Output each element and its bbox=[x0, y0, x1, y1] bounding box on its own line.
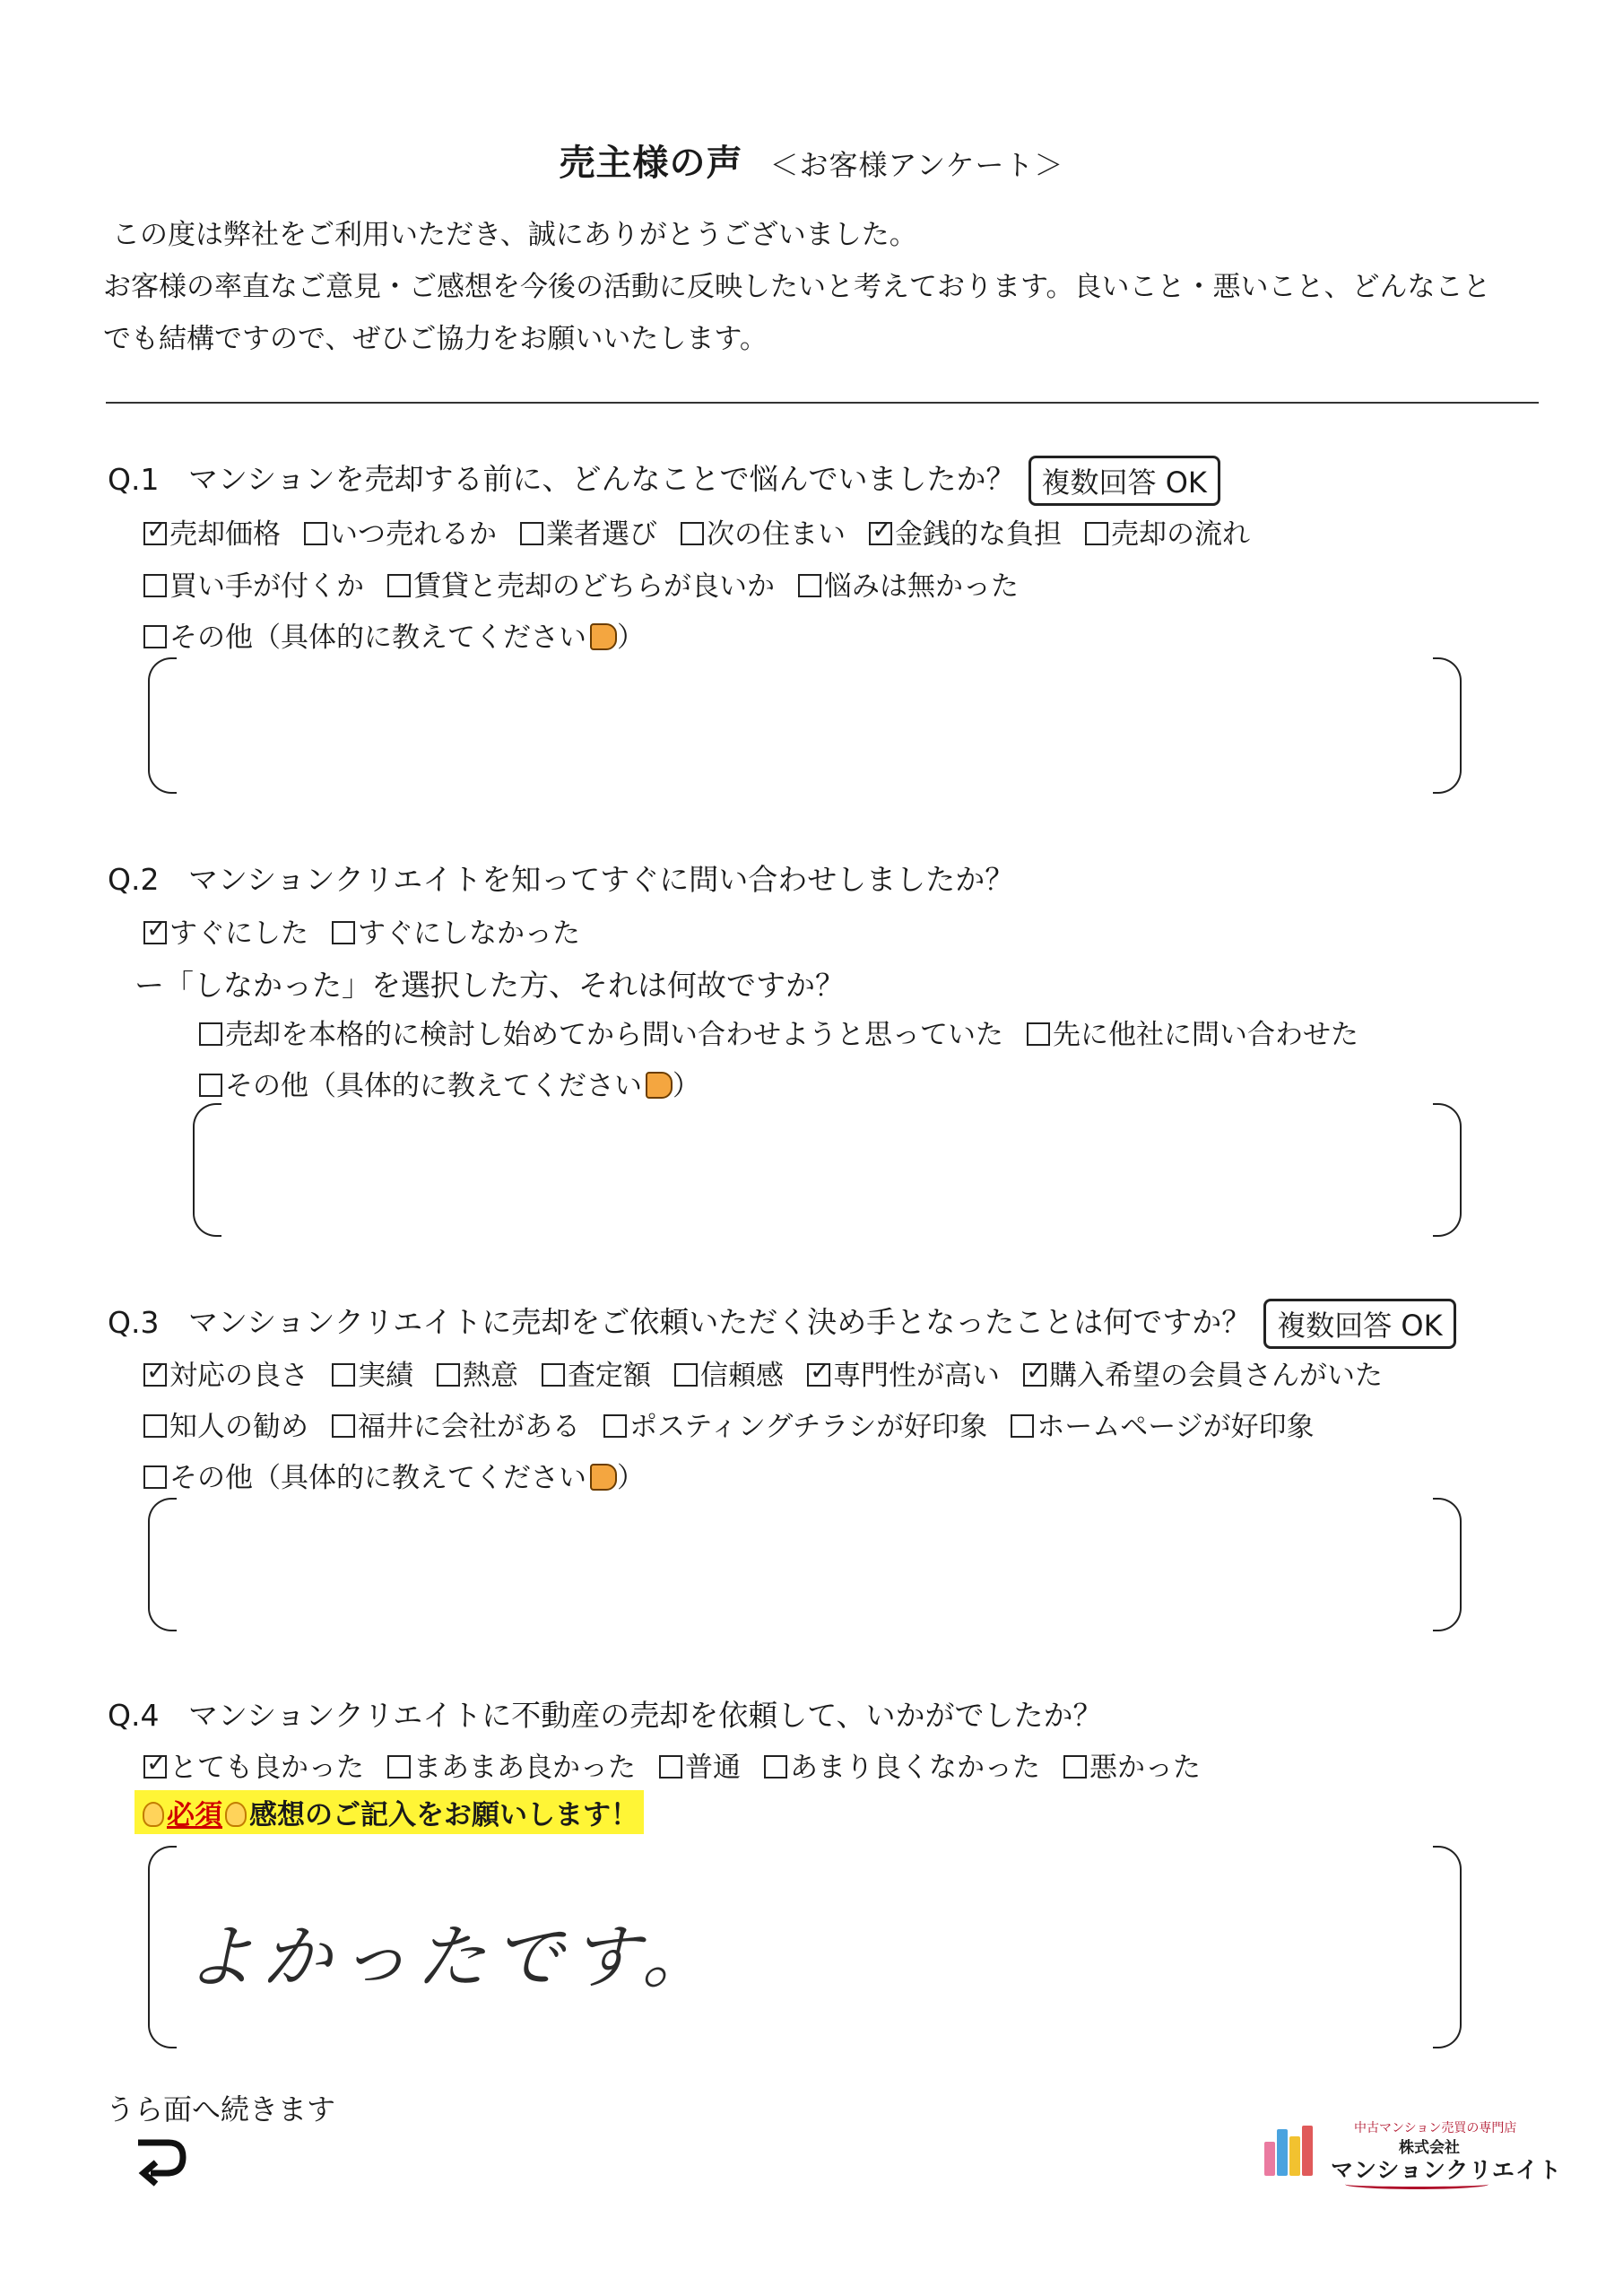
checkbox[interactable] bbox=[1023, 1363, 1046, 1387]
q3-option[interactable]: ✓ 専門性が高い bbox=[807, 1360, 1000, 1392]
q3-option[interactable]: 信頼感 bbox=[674, 1360, 784, 1392]
q2-question bbox=[108, 857, 1014, 899]
q2-other-option[interactable]: その他（具体的に教えてください ） bbox=[199, 1063, 700, 1103]
q2-answer-field[interactable] bbox=[224, 1105, 1426, 1232]
q4-text: マンションクリエイトに不動産の売却を依頼して、いかがでしたか？ bbox=[188, 1698, 1103, 1733]
handwritten-answer: よかったです。 bbox=[185, 1918, 719, 1998]
q3-option[interactable]: ポスティングチラシが好印象 bbox=[603, 1411, 987, 1443]
q3-text: マンションクリエイトに売却をご依頼いただく決め手となったことは何ですか？ bbox=[188, 1304, 1252, 1340]
checkbox[interactable] bbox=[143, 1465, 167, 1489]
q1-option[interactable]: 賃貸と売却のどちらが良いか bbox=[387, 570, 775, 603]
q1-answer-box-left-bracket bbox=[148, 657, 177, 794]
q3-question bbox=[108, 1299, 1456, 1349]
checkbox[interactable] bbox=[764, 1755, 787, 1779]
q4-option[interactable]: あまり良くなかった bbox=[764, 1752, 1040, 1784]
intro-text bbox=[103, 209, 1491, 365]
checkbox[interactable] bbox=[681, 522, 704, 545]
lightbulb-icon bbox=[143, 1802, 164, 1827]
checkbox[interactable] bbox=[520, 522, 543, 545]
q3-option[interactable]: ホームページが好印象 bbox=[1011, 1411, 1314, 1443]
q3-option[interactable]: 福井に会社がある bbox=[332, 1411, 580, 1443]
q4-number: Q.4 bbox=[108, 1698, 160, 1733]
pointing-finger-icon bbox=[590, 1464, 617, 1491]
q1-multi-answer-badge: 複数回答 OK bbox=[1028, 456, 1220, 506]
checkbox[interactable] bbox=[143, 921, 167, 944]
q3-option[interactable]: 熱意 bbox=[437, 1360, 518, 1392]
continue-note: うら面へ続きます bbox=[106, 2092, 336, 2126]
intro-line-2: お客様の率直なご意見・ご感想を今後の活動に反映したいと考えております。良いこと・悪いこと、どんなこと bbox=[103, 271, 1491, 303]
q1-option[interactable]: ✓ 金銭的な負担 bbox=[869, 518, 1062, 551]
pointing-finger-icon bbox=[646, 1072, 673, 1099]
q2-answer-box-left-bracket bbox=[193, 1103, 221, 1237]
q2-option[interactable]: 先に他社に問い合わせた bbox=[1027, 1019, 1358, 1051]
checkbox[interactable] bbox=[798, 574, 821, 597]
required-text: 感想のご記入をお願いします！ bbox=[249, 1799, 638, 1831]
q3-options-row-1 bbox=[143, 1352, 1406, 1393]
checkbox[interactable] bbox=[1011, 1414, 1034, 1438]
checkbox[interactable] bbox=[1027, 1022, 1050, 1046]
q1-option[interactable]: 買い手が付くか bbox=[143, 570, 364, 603]
checkbox[interactable] bbox=[143, 522, 167, 545]
q4-option[interactable]: まあまあ良かった bbox=[387, 1752, 636, 1784]
q2-number: Q.2 bbox=[108, 862, 160, 897]
q3-answer-box-left-bracket bbox=[148, 1498, 177, 1631]
q4-answer-field[interactable] bbox=[179, 1848, 1426, 2043]
q1-option[interactable]: いつ売れるか bbox=[304, 518, 497, 551]
q3-number: Q.3 bbox=[108, 1304, 160, 1340]
q1-options-row-2 bbox=[143, 563, 1042, 604]
checkbox[interactable] bbox=[387, 574, 411, 597]
q3-option[interactable]: ✓ 購入希望の会員さんがいた bbox=[1023, 1360, 1383, 1392]
q1-option[interactable]: ✓売却価格 bbox=[143, 518, 281, 551]
checkbox[interactable] bbox=[332, 1363, 355, 1387]
q3-option[interactable]: 実績 bbox=[332, 1360, 413, 1392]
checkbox[interactable] bbox=[332, 921, 355, 944]
q1-answer-box-right-bracket bbox=[1433, 657, 1462, 794]
checkbox[interactable] bbox=[143, 1363, 167, 1387]
logo-swoosh bbox=[1345, 2179, 1488, 2189]
logo-tagline: 中古マンション売買の専門店 bbox=[1354, 2121, 1517, 2135]
survey-title: 売主様の声 bbox=[559, 143, 743, 184]
logo-name: マンションクリエイト bbox=[1331, 2157, 1562, 2183]
checkbox[interactable] bbox=[143, 625, 167, 648]
logo-corp: 株式会社 bbox=[1399, 2139, 1460, 2157]
q1-other-option[interactable]: その他（具体的に教えてください ） bbox=[143, 614, 645, 655]
q4-answer-box-right-bracket bbox=[1433, 1846, 1462, 2048]
required-notice bbox=[135, 1790, 644, 1834]
q4-question bbox=[108, 1692, 1103, 1735]
q3-option[interactable]: 知人の勧め bbox=[143, 1411, 308, 1443]
q1-option[interactable]: 業者選び bbox=[520, 518, 657, 551]
q3-option[interactable]: ✓対応の良さ bbox=[143, 1360, 308, 1392]
q2-text: マンションクリエイトを知ってすぐに問い合わせしましたか？ bbox=[188, 862, 1015, 897]
required-mark: 必須 bbox=[167, 1799, 222, 1831]
checkbox[interactable] bbox=[807, 1363, 830, 1387]
pointing-finger-icon bbox=[590, 623, 617, 650]
lightbulb-icon bbox=[225, 1802, 247, 1827]
q2-option[interactable]: 売却を本格的に検討し始めてから問い合わせようと思っていた bbox=[199, 1019, 1003, 1051]
q3-answer-box-right-bracket bbox=[1433, 1498, 1462, 1631]
q1-options-row-1 bbox=[143, 511, 1273, 552]
q1-option[interactable]: 次の住まい bbox=[681, 518, 846, 551]
survey-subtitle: ＜お客様アンケート＞ bbox=[769, 148, 1064, 182]
q3-answer-field[interactable] bbox=[179, 1500, 1426, 1627]
q2-answer-box-right-bracket bbox=[1433, 1103, 1462, 1237]
divider bbox=[106, 402, 1539, 404]
q1-number: Q.1 bbox=[108, 461, 160, 497]
intro-line-1: この度は弊社をご利用いただき、誠にありがとうございました。 bbox=[112, 219, 917, 251]
q4-option[interactable]: 普通 bbox=[659, 1752, 741, 1784]
turn-arrow-icon bbox=[133, 2137, 187, 2187]
checkbox[interactable] bbox=[437, 1363, 460, 1387]
q3-other-option[interactable]: その他（具体的に教えてください ） bbox=[143, 1455, 645, 1495]
q1-text: マンションを売却する前に、どんなことで悩んでいましたか？ bbox=[188, 461, 1016, 497]
checkbox[interactable] bbox=[542, 1363, 565, 1387]
checkbox[interactable] bbox=[332, 1414, 355, 1438]
checkbox[interactable] bbox=[603, 1414, 627, 1438]
q2-option[interactable]: ✓すぐにした bbox=[143, 918, 308, 950]
checkbox[interactable] bbox=[199, 1022, 222, 1046]
q2-followup-question: ー「しなかった」を選択した方、それは何故ですか？ bbox=[135, 968, 845, 1003]
q4-options-row-1 bbox=[143, 1744, 1224, 1785]
q1-option[interactable]: 売却の流れ bbox=[1085, 518, 1250, 551]
q3-multi-answer-badge: 複数回答 OK bbox=[1263, 1299, 1455, 1349]
checkbox[interactable] bbox=[304, 522, 327, 545]
intro-line-3: でも結構ですので、ぜひご協力をお願いいたします。 bbox=[103, 323, 768, 355]
q3-option[interactable]: 査定額 bbox=[542, 1360, 651, 1392]
checkbox[interactable] bbox=[869, 522, 892, 545]
q1-option[interactable]: 悩みは無かった bbox=[798, 570, 1019, 603]
q4-option[interactable]: 悪かった bbox=[1063, 1752, 1201, 1784]
checkbox[interactable] bbox=[1063, 1755, 1087, 1779]
checkbox[interactable] bbox=[143, 1414, 167, 1438]
checkbox[interactable] bbox=[143, 1755, 167, 1779]
checkbox[interactable] bbox=[199, 1074, 222, 1097]
q2-option[interactable]: すぐにしなかった bbox=[332, 918, 580, 950]
q2-options-row-2 bbox=[199, 1012, 1382, 1052]
checkbox[interactable] bbox=[143, 574, 167, 597]
q1-answer-field[interactable] bbox=[179, 659, 1426, 789]
q4-option[interactable]: ✓とても良かった bbox=[143, 1752, 364, 1784]
checkbox[interactable] bbox=[659, 1755, 682, 1779]
checkbox[interactable] bbox=[1085, 522, 1108, 545]
checkbox[interactable] bbox=[387, 1755, 411, 1779]
building-bars-icon bbox=[1264, 2126, 1320, 2176]
checkbox[interactable] bbox=[674, 1363, 698, 1387]
q4-answer-box-left-bracket bbox=[148, 1846, 177, 2048]
q2-options-row-1 bbox=[143, 910, 603, 951]
company-logo bbox=[1264, 2118, 1562, 2183]
page-title bbox=[0, 135, 1623, 186]
q3-options-row-2 bbox=[143, 1404, 1338, 1444]
q1-question bbox=[108, 456, 1220, 506]
